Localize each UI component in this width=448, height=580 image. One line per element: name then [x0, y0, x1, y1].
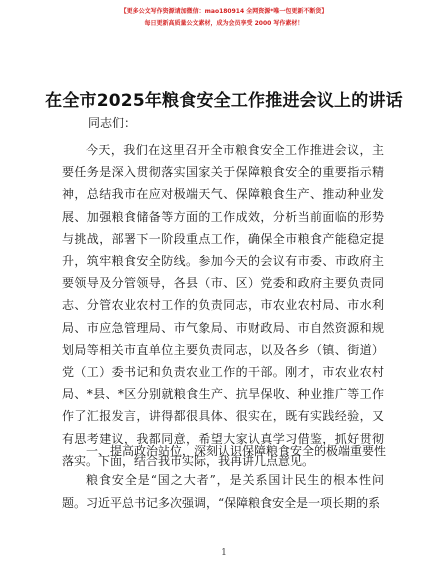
- paragraph-section-1: 粮食安全是“国之大者”，是关系国计民生的根本性问题。习近平总书记多次强调，“保障粮食安全是一项长期的系: [62, 473, 384, 510]
- paragraph-intro: 今天，我们在这里召开全市粮食安全工作推进会议，主要任务是深入贯彻落实国家关于保障粮食安全的重要指示精神，总结我市在应对极端天气、保障粮食生产、推动种业发展、加强粮食储备等方面的工作成效，分析当前面临的形势与挑战，部署下一阶段重点工作，确保全市粮食产能稳定提升，筑牢粮食安全防线。参加今天的会议有市委、市政府主要领导及分管领导，各县（市、区）党委和政府主要负责同志、分管农业农村工作的负责同志，市农业农村局、市水利局、市应急管理局、市气象局、市财政局、市自然资源和规划局等相关市直单位主要负责同志，以及各乡（镇、街道）党（工）委书记和负责农业工作的干部。刚才，市农业农村局、*县、*区分别就粮食生产、抗旱保收、种业推广等工作作了汇报发言，讲得都很具体、很实在，既有实践经验，又有思考建议，我都同意，希望大家认真学习借鉴，抓好贯彻落实。下面，结合我市实际，我再讲几点意见。: [62, 143, 384, 468]
- page-number: 1: [221, 548, 227, 558]
- header-banner: [0, 6, 448, 30]
- banner-line-1: 【更多公文写作资源请加微信：mao180914 全网资源*唯一包更新不断货】: [120, 8, 328, 15]
- section-heading-1: 一、提高政治站位，深刻认识保障粮食安全的极端重要性: [86, 444, 387, 458]
- document-title: 在全市2025年粮食安全工作推进会议上的讲话: [45, 91, 403, 111]
- banner-line-2: 每日更新高质量公文素材，成为会员享受 2000 写作素材！: [144, 20, 304, 27]
- greeting: 同志们：: [88, 116, 137, 130]
